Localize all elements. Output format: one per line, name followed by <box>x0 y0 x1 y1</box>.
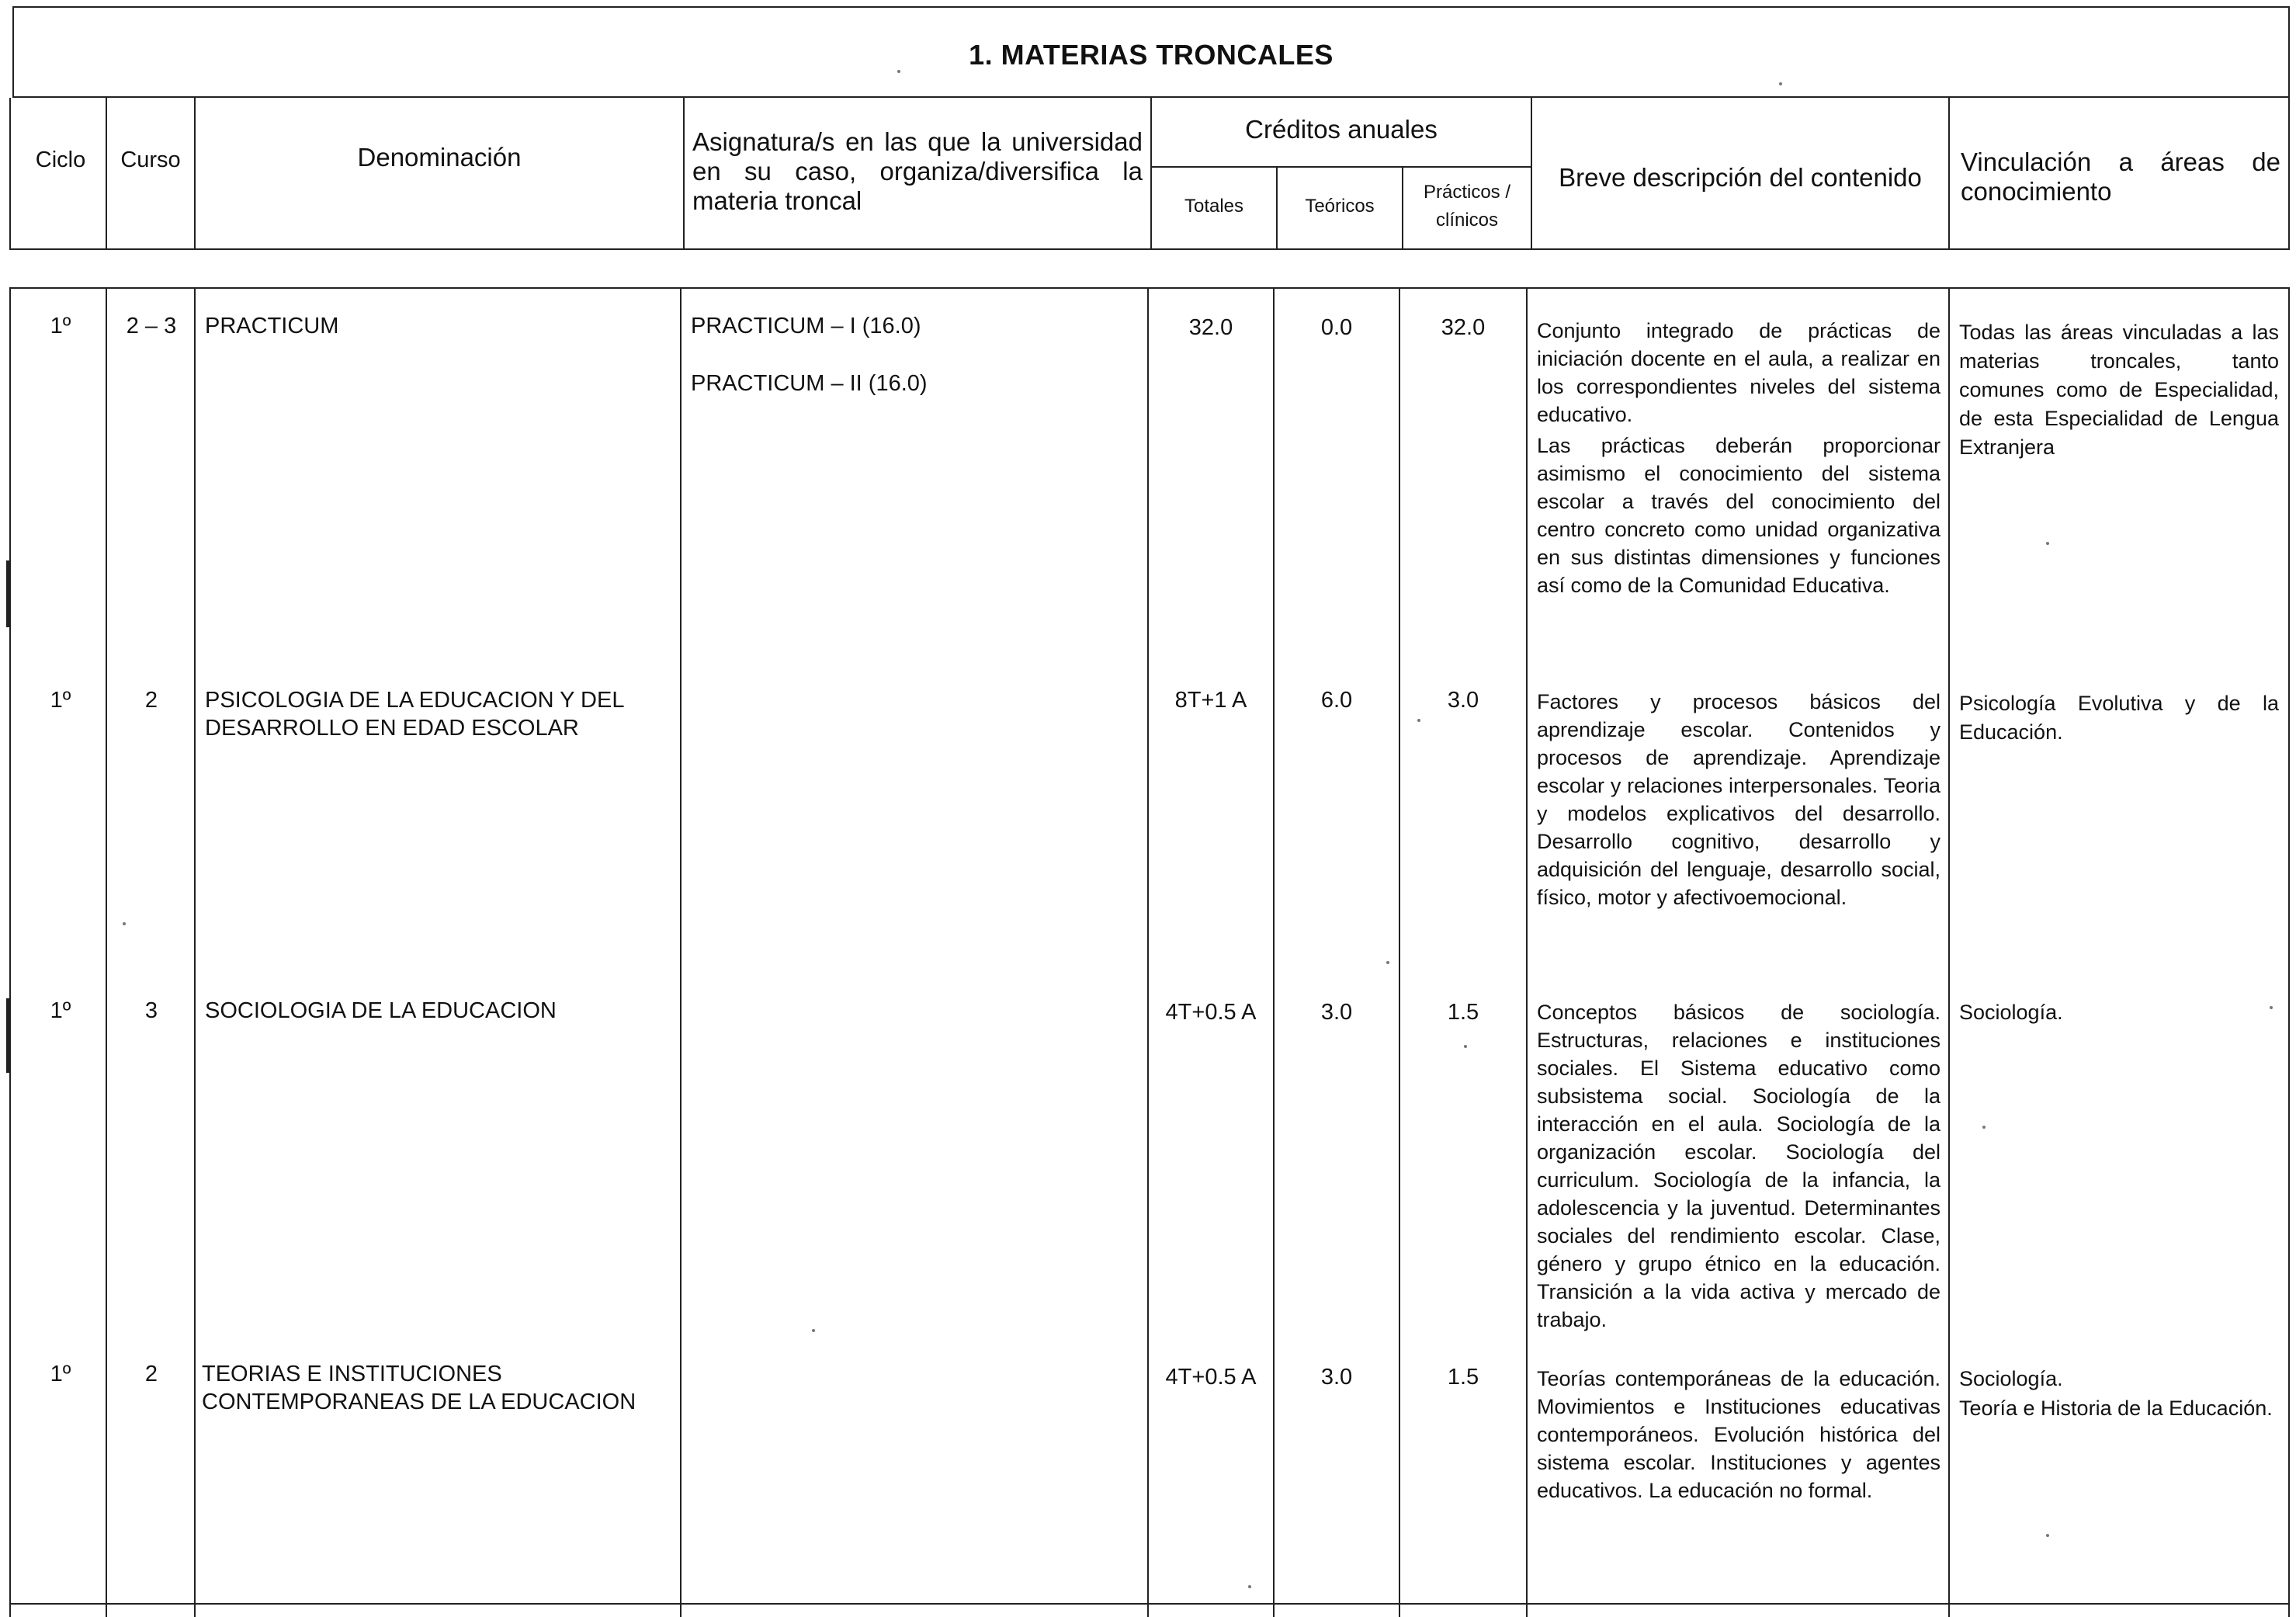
header-curso: Curso <box>120 147 181 172</box>
cell-totales: 32.0 <box>1188 315 1233 340</box>
column-divider <box>1526 287 1528 1617</box>
cell-vinculacion: Sociología. <box>1959 1367 2063 1390</box>
cell-descripcion: Factores y procesos básicos del aprendizaje escolar. Contenidos y procesos de aprendizaje. Aprendizaje escolar y relaciones interpersonales. Teoria y modelos explicativos del desarrollo. Desarrollo cognitivo, desarrollo y adquisición del lenguaje, desarrollo social, físico, motor y afectivoemocional. <box>1537 690 1941 909</box>
cell-practicos: 3.0 <box>1447 688 1479 713</box>
cell-practicos: 1.5 <box>1447 1000 1479 1025</box>
cell-ciclo: 1º <box>50 314 71 338</box>
header-denominacion: Denominación <box>357 143 522 172</box>
cell-vinculacion: Todas las áreas vinculadas a las materias troncales, tanto comunes como de Especialidad, de esta Especialidad de Lengua Extranjera <box>1959 321 2279 459</box>
cell-denominacion: TEORIAS E INSTITUCIONES CONTEMPORANEAS DE LA EDUCACION <box>202 1362 636 1414</box>
scan-speck <box>1248 1585 1251 1588</box>
cell-ciclo: 1º <box>50 688 71 713</box>
scan-speck <box>812 1329 815 1332</box>
cell-descripcion: Teorías contemporáneas de la educación. Movimientos e Instituciones educativas contemporáneos. Evolución histórica del sistema escolar. Instituciones y agentes educativos. La educación no formal. <box>1537 1367 1941 1502</box>
column-divider <box>194 287 196 1617</box>
cell-curso: 2 – 3 <box>126 314 177 338</box>
table-bottom-rule <box>9 1603 2290 1605</box>
header-divider <box>194 98 196 250</box>
cell-curso: 3 <box>144 998 158 1023</box>
column-divider <box>1273 287 1275 1617</box>
cell-descripcion: Conceptos básicos de sociología. Estructuras, relaciones e instituciones sociales. El Sistema educativo como subsistema social. Sociología de la interacción en el aula. Sociología de la organización escolar. Sociología del curriculum. Sociología de la infancia, la adolescencia y la juventud. Determinantes sociales del rendimiento escolar. Clase, género y grupo étnico en la educación. Transición a la vida activa y mercado de trabajo. <box>1537 1001 1941 1331</box>
cell-vinculacion: Teoría e Historia de la Educación. <box>1959 1397 2273 1420</box>
scan-speck <box>1779 82 1782 85</box>
cell-descripcion: Conjunto integrado de prácticas de iniciación docente en el aula, a realizar en los correspondientes niveles del sistema educativo. <box>1537 319 1941 426</box>
cell-asignatura: PRACTICUM – II (16.0) <box>691 371 928 396</box>
header-practicos: Prácticos / clínicos <box>1423 182 1511 231</box>
header-creditos-anuales: Créditos anuales <box>1245 115 1438 144</box>
cell-vinculacion: Psicología Evolutiva y de la Educación. <box>1959 692 2279 744</box>
column-divider <box>680 287 682 1617</box>
cell-totales: 8T+1 A <box>1174 688 1247 713</box>
cell-denominacion: PSICOLOGIA DE LA EDUCACION Y DEL DESARROLLO EN EDAD ESCOLAR <box>205 688 624 741</box>
header-divider <box>106 98 107 250</box>
scan-mark <box>6 998 11 1073</box>
scan-mark <box>6 560 11 627</box>
header-divider <box>683 98 685 250</box>
scan-speck <box>1464 1045 1467 1048</box>
cell-teoricos: 3.0 <box>1320 1365 1353 1390</box>
cell-denominacion: PRACTICUM <box>205 314 339 338</box>
cell-teoricos: 3.0 <box>1320 1000 1353 1025</box>
cell-teoricos: 6.0 <box>1320 688 1353 713</box>
title-box <box>12 6 2290 98</box>
scan-speck <box>2270 1006 2273 1009</box>
scan-speck <box>1386 961 1389 964</box>
cell-teoricos: 0.0 <box>1320 315 1353 340</box>
cell-asignatura: PRACTICUM – I (16.0) <box>691 314 921 338</box>
header-totales: Totales <box>1184 196 1244 217</box>
column-divider <box>106 287 107 1617</box>
header-teoricos: Teóricos <box>1305 196 1375 217</box>
cell-curso: 2 <box>144 688 158 713</box>
scan-speck <box>123 922 126 925</box>
scan-speck <box>2046 542 2049 545</box>
scan-speck <box>1982 1126 1986 1129</box>
cell-vinculacion: Sociología. <box>1959 1001 2063 1024</box>
cell-totales: 4T+0.5 A <box>1165 1365 1257 1390</box>
page-title: 1. MATERIAS TRONCALES <box>969 39 1334 71</box>
header-divider <box>1948 98 1950 250</box>
scan-speck <box>897 70 900 73</box>
cell-descripcion: Las prácticas deberán proporcionar asimismo el conocimiento del sistema escolar a través del conocimiento del centro concreto como unidad organizativa en sus distintas dimensiones y funciones así como de la Comunidad Educativa. <box>1537 434 1941 597</box>
cell-practicos: 32.0 <box>1441 315 1486 340</box>
cell-totales: 4T+0.5 A <box>1165 1000 1257 1025</box>
scan-speck <box>1417 719 1420 722</box>
cell-ciclo: 1º <box>50 998 71 1023</box>
header-vinculacion: Vinculación a áreas de conocimiento <box>1961 147 2280 206</box>
column-divider <box>1399 287 1400 1617</box>
cell-curso: 2 <box>144 1362 158 1386</box>
header-ciclo: Ciclo <box>35 147 86 172</box>
header-asignatura: Asignatura/s en las que la universidad en su caso, organiza/diversifica la materia troncal <box>692 127 1143 215</box>
scan-speck <box>2046 1534 2049 1537</box>
cell-practicos: 1.5 <box>1447 1365 1479 1390</box>
header-divider <box>1150 166 1531 168</box>
column-divider <box>1147 287 1149 1617</box>
header-descripcion: Breve descripción del contenido <box>1559 163 1922 192</box>
cell-ciclo: 1º <box>50 1362 71 1386</box>
cell-denominacion: SOCIOLOGIA DE LA EDUCACION <box>205 998 557 1023</box>
column-divider <box>1948 287 1950 1617</box>
